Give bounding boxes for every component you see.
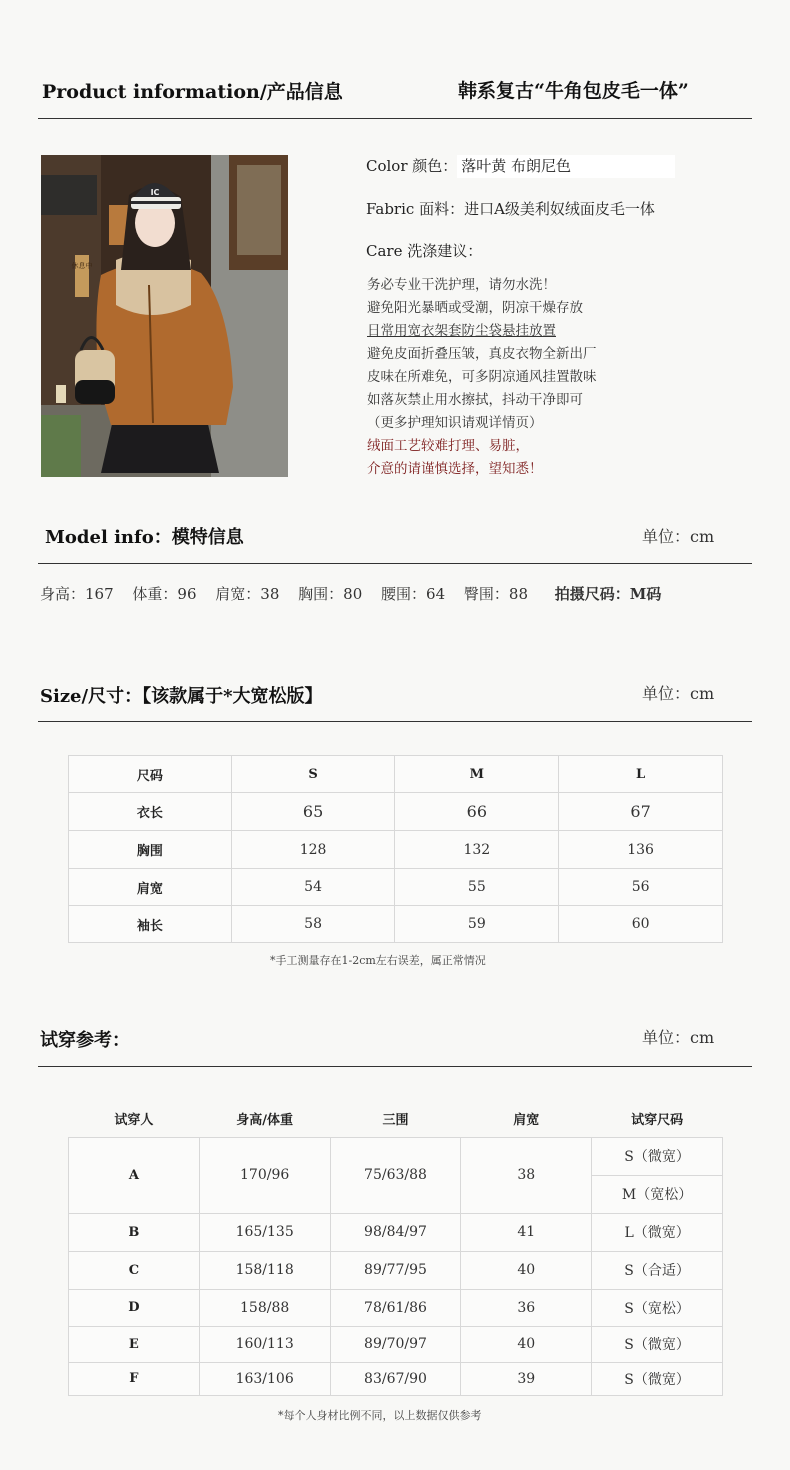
table-header-cell: 三围 [330, 1100, 461, 1137]
table-row [69, 1251, 723, 1289]
table-row [69, 1137, 723, 1175]
table-row [69, 831, 723, 869]
table-cell: 67 [559, 793, 723, 831]
care-line: （更多护理知识请观详情页） [367, 415, 543, 431]
care-line: 避免阳光暴晒或受潮，阴凉干燥存放 [367, 300, 583, 316]
care-warning: 绒面工艺较难打理、易脏， [367, 438, 529, 454]
table-cell: A [69, 1137, 200, 1213]
color-row [366, 155, 675, 176]
table-row [69, 1289, 723, 1326]
size-unit: 单位：cm [642, 684, 715, 703]
table-header-cell: L [559, 756, 723, 793]
table-header-row [69, 756, 723, 793]
table-cell: 78/61/86 [330, 1289, 461, 1326]
table-header-row [69, 1100, 723, 1137]
table-cell: S（微宽） [592, 1326, 723, 1362]
page-title: Product information/产品信息 [42, 81, 343, 103]
care-line: 如落灰禁止用水擦拭，抖动干净即可 [367, 392, 583, 408]
table-row [69, 1213, 723, 1251]
fabric-value: 进口A级美利奴绒面皮毛一体 [464, 200, 655, 218]
model-hip: 臀围：88 [463, 585, 529, 603]
care-line: 务必专业干洗护理，请勿水洗！ [367, 277, 556, 293]
table-cell: L（微宽） [592, 1213, 723, 1251]
model-stats [40, 583, 661, 604]
model-waist: 腰围：64 [381, 585, 446, 603]
model-shoot-size: 拍摄尺码：M码 [554, 585, 662, 603]
care-line: 避免皮面折叠压皱，真皮衣物全新出厂 [367, 346, 597, 362]
table-cell: 38 [461, 1137, 592, 1213]
table-cell: S（微宽） [592, 1137, 723, 1175]
table-cell: 75/63/88 [330, 1137, 461, 1213]
table-cell: 160/113 [199, 1326, 330, 1362]
tryon-note: *每个人身材比例不同，以上数据仅供参考 [278, 1409, 482, 1422]
table-cell: 40 [461, 1251, 592, 1289]
divider [38, 721, 752, 722]
color-value: 落叶黄 布朗尼色 [457, 155, 675, 178]
table-cell: 158/88 [199, 1289, 330, 1326]
table-cell: 41 [461, 1213, 592, 1251]
product-photo [41, 155, 288, 477]
table-header-cell: 肩宽 [461, 1100, 592, 1137]
table-cell: 59 [395, 906, 559, 943]
sign-text: 休息中 [71, 262, 93, 270]
table-cell: 83/67/90 [330, 1362, 461, 1395]
care-label: Care 洗涤建议： [366, 242, 483, 260]
table-cell: B [69, 1213, 200, 1251]
divider [38, 118, 752, 119]
table-cell: 165/135 [199, 1213, 330, 1251]
model-wearing-jacket-image [41, 155, 288, 477]
table-header-cell: 试穿尺码 [592, 1100, 723, 1137]
table-cell: 163/106 [199, 1362, 330, 1395]
hat-logo: IC [150, 188, 160, 197]
table-row [69, 869, 723, 906]
table-cell: 136 [559, 831, 723, 869]
table-cell: S（微宽） [592, 1362, 723, 1395]
model-bust: 胸围：80 [298, 585, 363, 603]
table-cell: 36 [461, 1289, 592, 1326]
table-cell: 170/96 [199, 1137, 330, 1213]
model-shoulder: 肩宽：38 [215, 585, 280, 603]
table-cell: 胸围 [69, 831, 232, 869]
model-unit: 单位：cm [642, 527, 715, 546]
table-cell: 89/70/97 [330, 1326, 461, 1362]
table-cell: 60 [559, 906, 723, 943]
table-header-cell: 尺码 [69, 756, 232, 793]
table-cell: 袖长 [69, 906, 232, 943]
table-cell: 132 [395, 831, 559, 869]
fabric-label: Fabric 面料： [366, 200, 465, 218]
table-cell: 89/77/95 [330, 1251, 461, 1289]
table-row [69, 1326, 723, 1362]
table-cell: E [69, 1326, 200, 1362]
table-cell: 65 [231, 793, 395, 831]
model-weight: 体重：96 [132, 585, 197, 603]
tryon-title: 试穿参考： [40, 1030, 130, 1051]
table-row [69, 906, 723, 943]
size-title: Size/尺寸：【该款属于*大宽松版】 [40, 686, 323, 707]
size-note: *手工测量存在1-2cm左右误差，属正常情况 [270, 954, 486, 967]
care-instructions [367, 274, 597, 481]
table-cell: 66 [395, 793, 559, 831]
table-header-cell: 身高/体重 [199, 1100, 330, 1137]
table-cell: 158/118 [199, 1251, 330, 1289]
size-table [68, 755, 723, 943]
table-header-cell: M [395, 756, 559, 793]
table-cell: M（宽松） [592, 1175, 723, 1213]
product-name: 韩系复古“牛角包皮毛一体” [458, 80, 689, 102]
model-height: 身高：167 [40, 585, 114, 603]
color-label: Color 颜色： [366, 157, 458, 175]
care-warning: 介意的请谨慎选择，望知悉！ [367, 461, 543, 477]
table-cell: F [69, 1362, 200, 1395]
table-row [69, 793, 723, 831]
table-cell: 肩宽 [69, 869, 232, 906]
table-row [69, 1362, 723, 1395]
table-header-cell: 试穿人 [69, 1100, 200, 1137]
divider [38, 563, 752, 564]
model-info-title: Model info：模特信息 [45, 527, 244, 548]
table-cell: 98/84/97 [330, 1213, 461, 1251]
table-cell: S（宽松） [592, 1289, 723, 1326]
table-cell: 40 [461, 1326, 592, 1362]
table-cell: D [69, 1289, 200, 1326]
table-cell: C [69, 1251, 200, 1289]
table-cell: 56 [559, 869, 723, 906]
table-cell: 衣长 [69, 793, 232, 831]
care-line: 皮味在所难免，可多阴凉通风挂置散味 [367, 369, 597, 385]
table-cell: 58 [231, 906, 395, 943]
divider [38, 1066, 752, 1067]
table-cell: 54 [231, 869, 395, 906]
table-cell: 39 [461, 1362, 592, 1395]
care-line: 日常用宽衣架套防尘袋悬挂放置 [367, 323, 556, 339]
fabric-row [366, 198, 655, 219]
table-cell: 128 [231, 831, 395, 869]
table-header-cell: S [231, 756, 395, 793]
table-cell: 55 [395, 869, 559, 906]
tryon-table [68, 1100, 723, 1396]
tryon-unit: 单位：cm [642, 1028, 715, 1047]
table-cell: S（合适） [592, 1251, 723, 1289]
